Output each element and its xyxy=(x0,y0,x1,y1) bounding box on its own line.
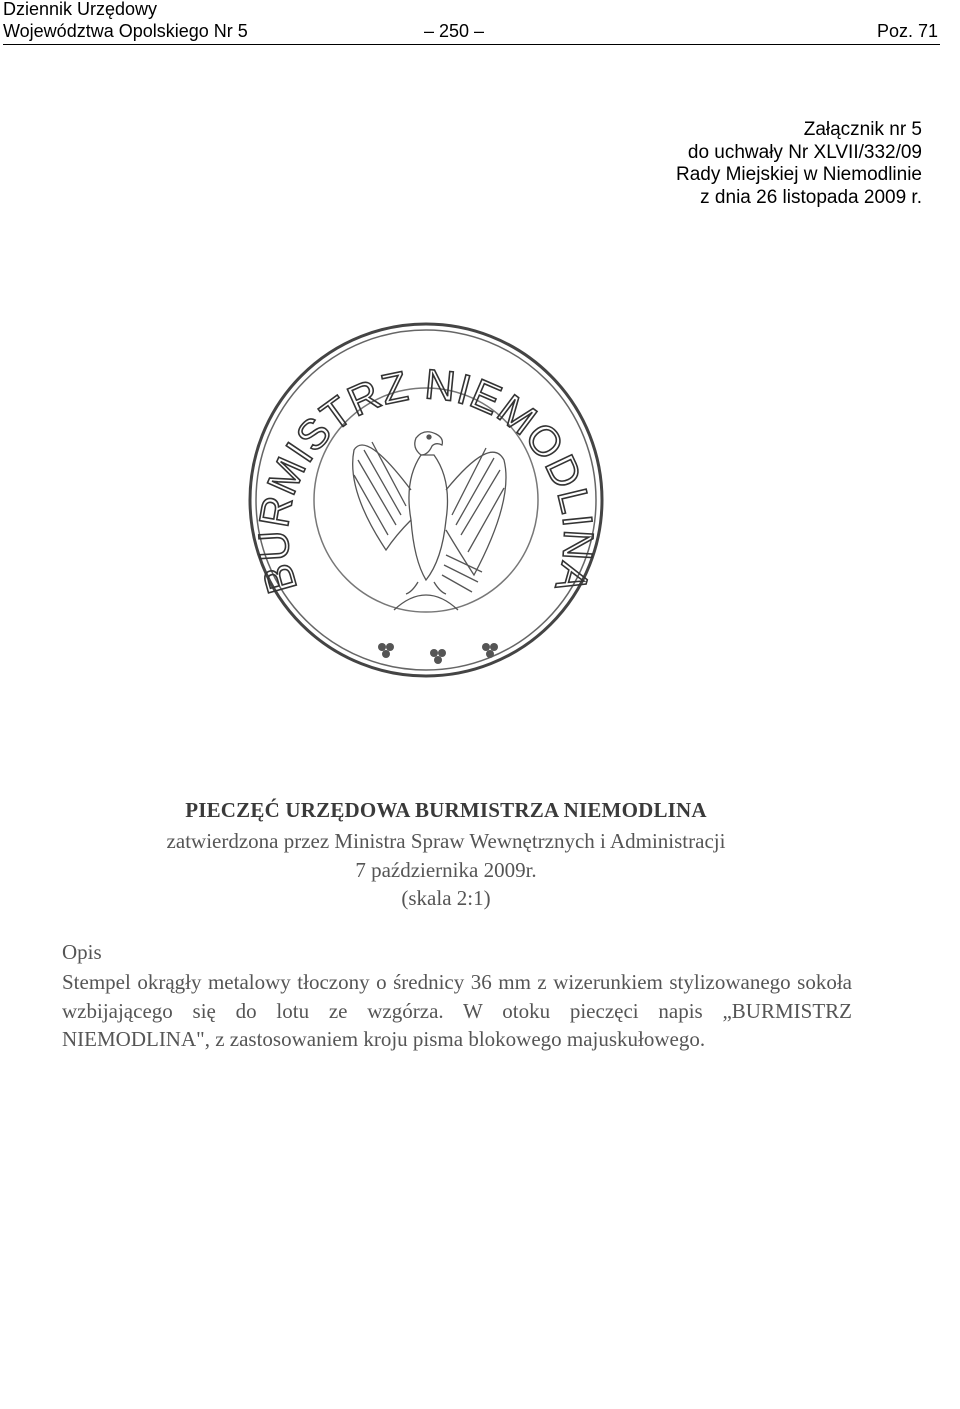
page-number: – 250 – xyxy=(424,21,485,41)
official-seal xyxy=(246,320,606,680)
attachment-line-2: do uchwały Nr XLVII/332/09 xyxy=(687,141,922,163)
header-divider xyxy=(3,44,940,45)
position-number: Poz. 71 xyxy=(876,21,938,41)
journal-title: Dziennik Urzędowy xyxy=(3,0,158,19)
clover-icon xyxy=(430,649,446,664)
clover-icon xyxy=(378,643,394,658)
seal-caption-scale: (skala 2:1) xyxy=(401,886,491,910)
journal-header xyxy=(3,0,248,42)
seal-caption-date: 7 października 2009r. xyxy=(355,858,537,882)
description-text: Stempel okrągły metalowy tłoczony o średnicy 36 mm z wizerunkiem stylizowanego sokoła wzbijającego się do lotu ze wzgórza. W otoku pieczęci napis „BURMISTRZ NIEMODLINA", z zastosowaniem kroju pisma blokowego majuskułowego. xyxy=(62,970,852,1051)
seal-inscription-text: BURMISTRZ NIEMODLINA xyxy=(249,360,603,599)
description-heading: Opis xyxy=(62,940,102,964)
journal-region: Województwa Opolskiego Nr 5 xyxy=(3,21,248,41)
attachment-line-3: Rady Miejskiej w Niemodlinie xyxy=(675,164,922,185)
eagle-on-hill-icon xyxy=(353,432,506,610)
attachment-block xyxy=(676,119,922,209)
attachment-line-1: Załącznik nr 5 xyxy=(803,119,922,140)
attachment-line-4: z dnia 26 listopada 2009 r. xyxy=(700,186,922,208)
seal-caption-title: PIECZĘĆ URZĘDOWA BURMISTRZA NIEMODLINA xyxy=(185,798,707,822)
seal-inscription xyxy=(249,360,602,599)
seal-caption-approval: zatwierdzona przez Ministra Spraw Wewnętrznych i Administracji xyxy=(166,829,726,853)
